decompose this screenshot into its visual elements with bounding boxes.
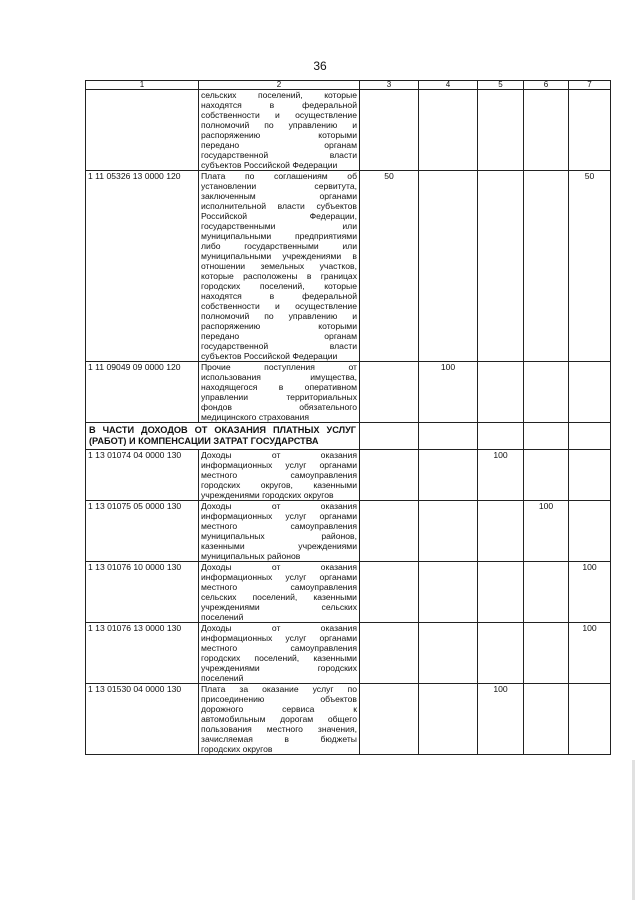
description-line: находятся в федеральной bbox=[201, 291, 357, 301]
value-c6 bbox=[524, 171, 569, 362]
header-cell-3: 3 bbox=[360, 81, 419, 90]
description-line: либо государственными или bbox=[201, 241, 357, 251]
value-c6 bbox=[524, 623, 569, 684]
description-line: государственной власти bbox=[201, 150, 357, 160]
value-c7 bbox=[569, 684, 611, 755]
description-line: управлении территориальных bbox=[201, 392, 357, 402]
table-row bbox=[86, 362, 611, 423]
value-c6: 100 bbox=[524, 501, 569, 562]
header-cell-1: 1 bbox=[86, 81, 199, 90]
value-c5 bbox=[478, 623, 524, 684]
budget-code: 1 13 01076 10 0000 130 bbox=[86, 562, 199, 623]
value-c7: 50 bbox=[569, 171, 611, 362]
description-line: автомобильным дорогам общего bbox=[201, 714, 357, 724]
description-line: городских округов, казенными bbox=[201, 480, 357, 490]
value-c6 bbox=[524, 684, 569, 755]
value-c7: 100 bbox=[569, 562, 611, 623]
empty-cell bbox=[524, 423, 569, 450]
value-c7 bbox=[569, 362, 611, 423]
value-c5 bbox=[478, 90, 524, 171]
description-line: полномочий по управлению и bbox=[201, 120, 357, 130]
value-c6 bbox=[524, 562, 569, 623]
description-line: государственными или bbox=[201, 221, 357, 231]
revenue-description bbox=[199, 623, 360, 684]
budget-code: 1 11 05326 13 0000 120 bbox=[86, 171, 199, 362]
value-c3 bbox=[360, 562, 419, 623]
description-line: казенными учреждениями bbox=[201, 541, 357, 551]
value-c5 bbox=[478, 562, 524, 623]
value-c5: 100 bbox=[478, 684, 524, 755]
description-line: медицинского страхования bbox=[201, 412, 310, 422]
description-line: муниципальными предприятиями bbox=[201, 231, 357, 241]
value-c6 bbox=[524, 450, 569, 501]
value-c4 bbox=[419, 562, 478, 623]
table-row bbox=[86, 450, 611, 501]
description-line: полномочий по управлению и bbox=[201, 311, 357, 321]
value-c4 bbox=[419, 684, 478, 755]
section-row bbox=[86, 423, 611, 450]
revenue-description bbox=[199, 450, 360, 501]
section-heading-line: В ЧАСТИ ДОХОДОВ ОТ ОКАЗАНИЯ ПЛАТНЫХ УСЛУГ bbox=[89, 425, 356, 435]
description-line: учреждениями сельских bbox=[201, 602, 357, 612]
value-c3: 50 bbox=[360, 171, 419, 362]
value-c7 bbox=[569, 450, 611, 501]
budget-code bbox=[86, 90, 199, 171]
description-line: Плата за оказание услуг по bbox=[201, 684, 357, 694]
budget-code: 1 11 09049 09 0000 120 bbox=[86, 362, 199, 423]
description-line: собственности и осуществление bbox=[201, 301, 357, 311]
description-line: пользования местного значения, bbox=[201, 724, 357, 734]
header-cell-2: 2 bbox=[199, 81, 360, 90]
description-line: информационных услуг органами bbox=[201, 460, 357, 470]
value-c4 bbox=[419, 90, 478, 171]
revenue-description bbox=[199, 362, 360, 423]
description-line: городских округов bbox=[201, 744, 273, 754]
value-c5 bbox=[478, 501, 524, 562]
value-c4 bbox=[419, 450, 478, 501]
table-row bbox=[86, 501, 611, 562]
description-line: Доходы от оказания bbox=[201, 501, 357, 511]
section-heading bbox=[86, 423, 360, 450]
value-c3 bbox=[360, 623, 419, 684]
description-line: Доходы от оказания bbox=[201, 562, 357, 572]
description-line: отношении земельных участков, bbox=[201, 261, 357, 271]
budget-code: 1 13 01075 05 0000 130 bbox=[86, 501, 199, 562]
description-line: муниципальными учреждениями в bbox=[201, 251, 357, 261]
section-heading-line: (РАБОТ) И КОМПЕНСАЦИИ ЗАТРАТ ГОСУДАРСТВА bbox=[89, 436, 319, 446]
empty-cell bbox=[569, 423, 611, 450]
table-body bbox=[86, 81, 611, 755]
header-row bbox=[86, 81, 611, 90]
value-c5 bbox=[478, 362, 524, 423]
value-c3 bbox=[360, 501, 419, 562]
value-c7 bbox=[569, 501, 611, 562]
value-c4 bbox=[419, 171, 478, 362]
header-cell-5: 5 bbox=[478, 81, 524, 90]
empty-cell bbox=[478, 423, 524, 450]
value-c6 bbox=[524, 362, 569, 423]
description-line: Российской Федерации, bbox=[201, 211, 357, 221]
table-row bbox=[86, 562, 611, 623]
description-line: субъектов Российской Федерации bbox=[201, 351, 338, 361]
value-c4 bbox=[419, 623, 478, 684]
description-line: информационных услуг органами bbox=[201, 633, 357, 643]
description-line: информационных услуг органами bbox=[201, 572, 357, 582]
revenue-description bbox=[199, 171, 360, 362]
value-c7 bbox=[569, 90, 611, 171]
description-line: Плата по соглашениям об bbox=[201, 171, 357, 181]
description-line: учреждениями городских bbox=[201, 663, 357, 673]
description-line: находящегося в оперативном bbox=[201, 382, 357, 392]
description-line: исполнительной власти субъектов bbox=[201, 201, 357, 211]
description-line: фондов обязательного bbox=[201, 402, 357, 412]
description-line: городских поселений, казенными bbox=[201, 653, 357, 663]
description-line: сельских поселений, которые bbox=[201, 90, 357, 100]
description-line: дорожного сервиса к bbox=[201, 704, 357, 714]
scan-edge-mark bbox=[632, 760, 635, 900]
description-line: муниципальных районов, bbox=[201, 531, 357, 541]
description-line: собственности и осуществление bbox=[201, 110, 357, 120]
value-c6 bbox=[524, 90, 569, 171]
description-line: городских поселений, которые bbox=[201, 281, 357, 291]
budget-code: 1 13 01074 04 0000 130 bbox=[86, 450, 199, 501]
revenue-description bbox=[199, 90, 360, 171]
table-row bbox=[86, 171, 611, 362]
description-line: информационных услуг органами bbox=[201, 511, 357, 521]
description-line: заключенным органами bbox=[201, 191, 357, 201]
budget-code: 1 13 01076 13 0000 130 bbox=[86, 623, 199, 684]
description-line: учреждениями городских округов bbox=[201, 490, 334, 500]
description-line: местного самоуправления bbox=[201, 521, 357, 531]
description-line: которые расположены в границах bbox=[201, 271, 357, 281]
table-row bbox=[86, 623, 611, 684]
value-c3 bbox=[360, 90, 419, 171]
description-line: местного самоуправления bbox=[201, 582, 357, 592]
value-c4 bbox=[419, 501, 478, 562]
description-line: муниципальных районов bbox=[201, 551, 301, 561]
description-line: поселений bbox=[201, 673, 244, 683]
header-cell-7: 7 bbox=[569, 81, 611, 90]
description-line: Доходы от оказания bbox=[201, 450, 357, 460]
revenue-table bbox=[85, 80, 611, 755]
value-c3 bbox=[360, 684, 419, 755]
value-c4: 100 bbox=[419, 362, 478, 423]
page-number: 36 bbox=[313, 59, 327, 73]
description-line: поселений bbox=[201, 612, 244, 622]
description-line: государственной власти bbox=[201, 341, 357, 351]
description-line: Прочие поступления от bbox=[201, 362, 357, 372]
description-line: Доходы от оказания bbox=[201, 623, 357, 633]
header-cell-6: 6 bbox=[524, 81, 569, 90]
description-line: зачисляемая в бюджеты bbox=[201, 734, 357, 744]
table-row bbox=[86, 90, 611, 171]
description-line: присоединению объектов bbox=[201, 694, 357, 704]
header-cell-4: 4 bbox=[419, 81, 478, 90]
value-c3 bbox=[360, 362, 419, 423]
value-c5 bbox=[478, 171, 524, 362]
description-line: установлении сервитута, bbox=[201, 181, 357, 191]
table-row bbox=[86, 684, 611, 755]
description-line: передано органам bbox=[201, 331, 357, 341]
value-c7: 100 bbox=[569, 623, 611, 684]
description-line: распоряжению которыми bbox=[201, 130, 357, 140]
description-line: передано органам bbox=[201, 140, 357, 150]
value-c3 bbox=[360, 450, 419, 501]
description-line: распоряжению которыми bbox=[201, 321, 357, 331]
description-line: местного самоуправления bbox=[201, 643, 357, 653]
empty-cell bbox=[360, 423, 419, 450]
value-c5: 100 bbox=[478, 450, 524, 501]
empty-cell bbox=[419, 423, 478, 450]
revenue-description bbox=[199, 684, 360, 755]
description-line: находятся в федеральной bbox=[201, 100, 357, 110]
description-line: использования имущества, bbox=[201, 372, 357, 382]
revenue-description bbox=[199, 501, 360, 562]
description-line: сельских поселений, казенными bbox=[201, 592, 357, 602]
budget-code: 1 13 01530 04 0000 130 bbox=[86, 684, 199, 755]
description-line: субъектов Российской Федерации bbox=[201, 160, 338, 170]
revenue-description bbox=[199, 562, 360, 623]
description-line: местного самоуправления bbox=[201, 470, 357, 480]
